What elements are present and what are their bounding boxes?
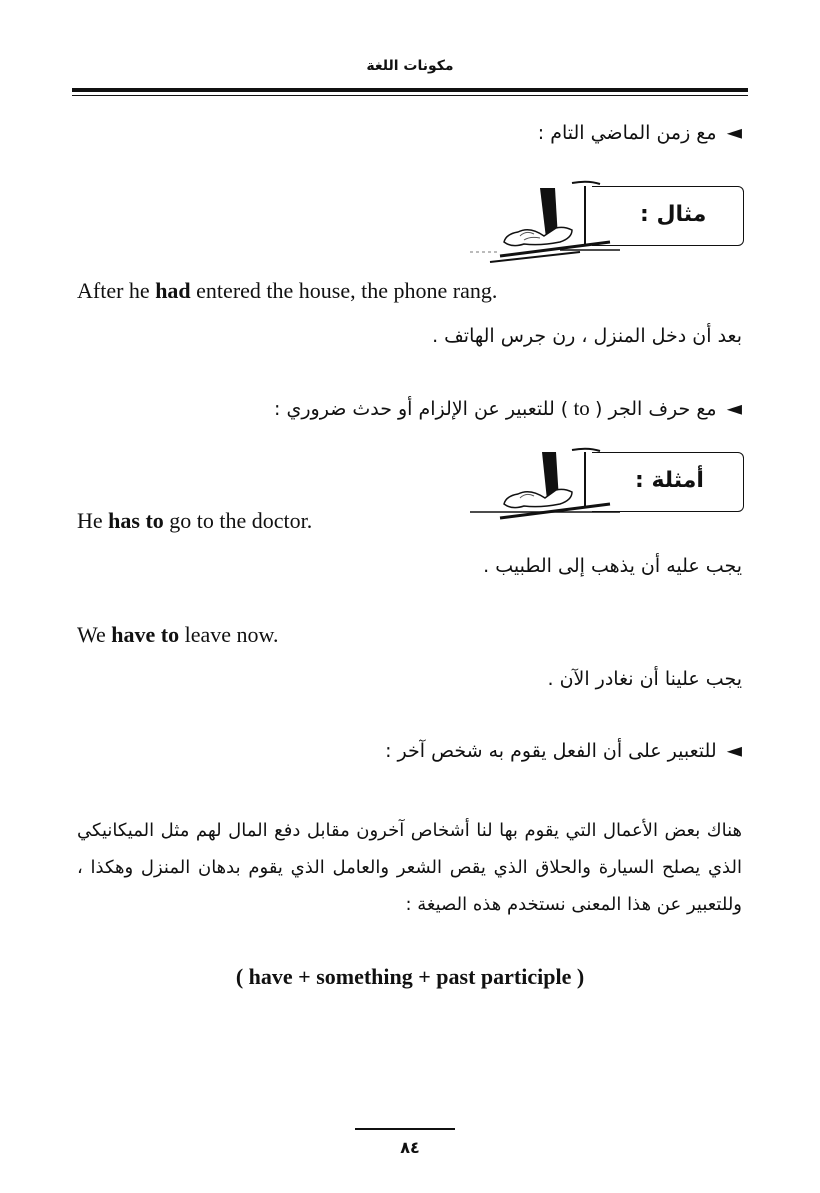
triangle-marker-icon: ◄ — [726, 396, 742, 420]
triangle-marker-icon: ◄ — [726, 738, 742, 762]
sentence-text: go to the doctor. — [163, 508, 313, 533]
sentence-bold: had — [155, 278, 191, 303]
header-rule-thin — [72, 95, 748, 96]
causative-formula: ( have + something + past participle ) — [235, 964, 585, 989]
example-sentence-en — [77, 508, 312, 534]
example-translation-ar: يجب علينا أن نغادر الآن . — [547, 668, 742, 690]
examples-label: أمثلة : — [635, 468, 704, 493]
example-label: مثال : — [640, 202, 707, 227]
section-heading-text: للتعبير على أن الفعل يقوم به شخص آخر : — [385, 740, 717, 762]
sentence-text: After he — [77, 278, 156, 303]
section-heading-text: مع حرف الجر ( — [595, 398, 717, 420]
examples-box-group — [460, 446, 750, 526]
page-number: ٨٤ — [400, 1138, 420, 1157]
sentence-text: He — [77, 508, 109, 533]
sentence-bold: have to — [111, 622, 180, 647]
sentence-text: We — [77, 622, 112, 647]
example-translation-ar: بعد أن دخل المنزل ، رن جرس الهاتف . — [432, 325, 742, 347]
section-heading-preposition-to — [274, 396, 742, 421]
header-rule-thick — [72, 88, 748, 92]
example-box-group — [460, 178, 750, 268]
triangle-marker-icon: ◄ — [726, 120, 742, 144]
section-heading-causative — [385, 738, 742, 762]
pointing-hand-pen-icon — [460, 178, 630, 268]
example-translation-ar: يجب عليه أن يذهب إلى الطبيب . — [483, 555, 742, 577]
running-header: مكونات اللغة — [366, 58, 454, 74]
example-sentence-en — [77, 622, 278, 648]
footer-rule — [355, 1128, 455, 1130]
section-heading-text: ) للتعبير عن الإلزام أو حدث ضروري : — [274, 398, 569, 420]
example-sentence-en — [77, 278, 497, 304]
section-heading-text: مع زمن الماضي التام : — [537, 122, 717, 144]
sentence-text: entered the house, the phone rang. — [190, 278, 498, 303]
section-heading-past-perfect — [538, 120, 742, 144]
sentence-bold: has to — [108, 508, 164, 533]
pointing-hand-pen-icon — [460, 446, 630, 526]
section-heading-latin: to — [568, 396, 596, 420]
sentence-text: leave now. — [179, 622, 279, 647]
explanation-paragraph: هناك بعض الأعمال التي يقوم بها لنا أشخاص آخرون مقابل دفع المال لهم مثل الميكانيكي الذي يصلح السيارة والحلاق الذي يقص الشعر والعامل الذي يقوم بدهان المنزل وهكذا ، وللتعبير عن هذا المعنى نستخدم هذه الصيغة : — [77, 820, 742, 915]
